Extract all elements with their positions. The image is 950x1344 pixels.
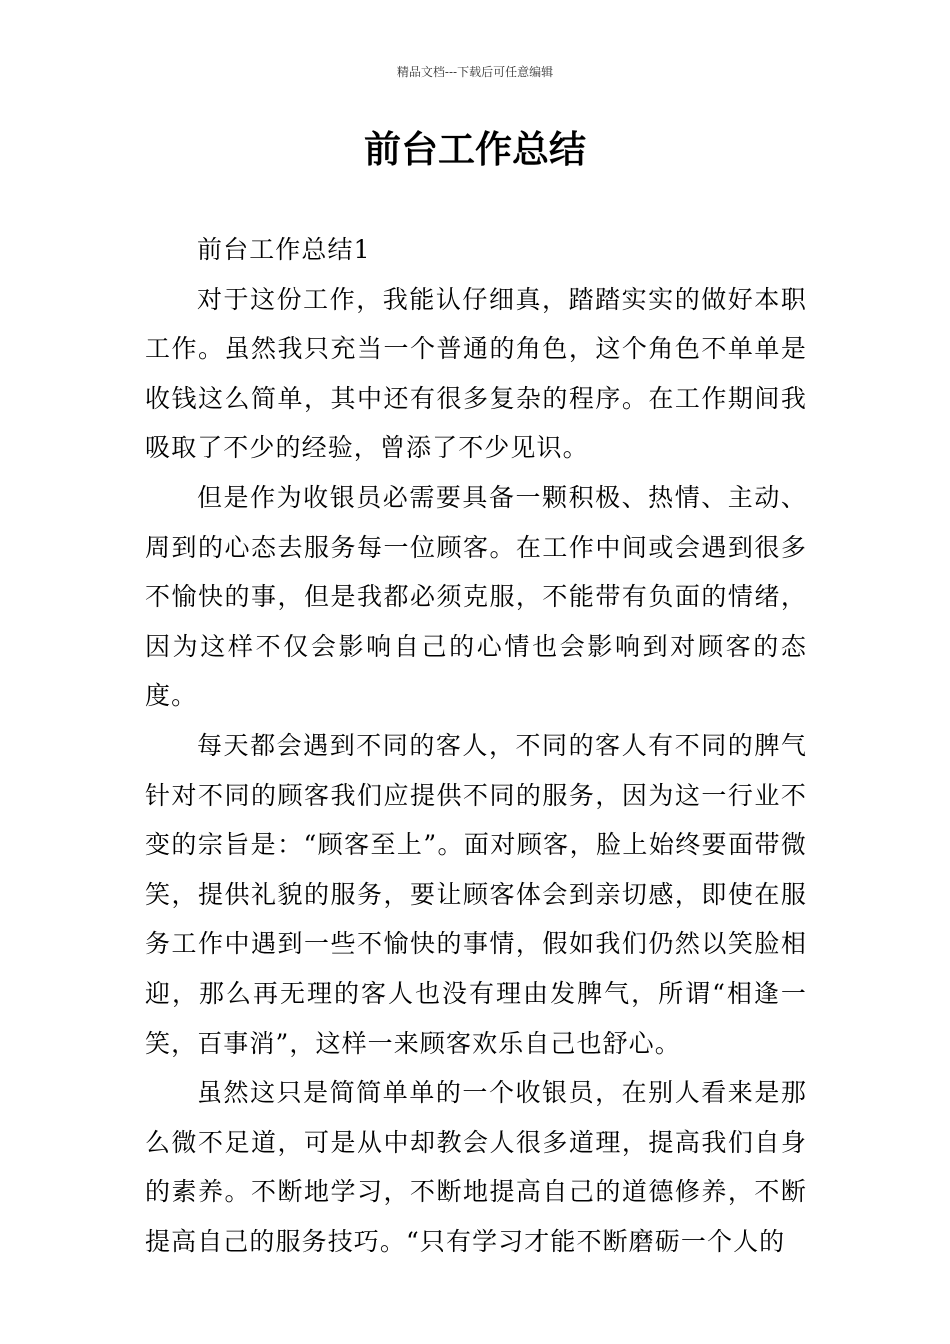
- paragraph: 每天都会遇到不同的客人，不同的客人有不同的脾气针对不同的顾客我们应提供不同的服务，因为这一行业不变的宗旨是：“顾客至上”。面对顾客，脸上始终要面带微笑，提供礼貌的服务，要让顾客体会到亲切感，即使在服务工作中遇到一些不愉快的事情，假如我们仍然以笑脸相迎，那么再无理的客人也没有理由发脾气，所谓“相逢一笑，百事消”，这样一来顾客欢乐自己也舒心。: [145, 730, 807, 1058]
- section-heading: 前台工作总结1: [197, 235, 371, 264]
- document-body: [145, 225, 807, 1266]
- document-title: 前台工作总结: [364, 128, 586, 171]
- paragraph: 虽然这只是简简单单的一个收银员，在别人看来是那么微不足道，可是从中却教会人很多道理，提高我们自身的素养。不断地学习，不断地提高自己的道德修养，不断提高自己的服务技巧。“只有学习才能不断磨砺一个人的: [145, 1078, 807, 1256]
- paragraph: 对于这份工作，我能认仔细真，踏踏实实的做好本职工作。虽然我只充当一个普通的角色，这个角色不单单是收钱这么简单，其中还有很多复杂的程序。在工作期间我吸取了不少的经验，曾添了不少见识。: [145, 284, 807, 463]
- header-note: 精品文档---下载后可任意编辑: [396, 65, 554, 79]
- paragraph: 但是作为收银员必需要具备一颗积极、热情、主动、周到的心态去服务每一位顾客。在工作中间或会遇到很多不愉快的事，但是我都必须克服，不能带有负面的情绪，因为这样不仅会影响自己的心情也会影响到对顾客的态度。: [145, 482, 807, 711]
